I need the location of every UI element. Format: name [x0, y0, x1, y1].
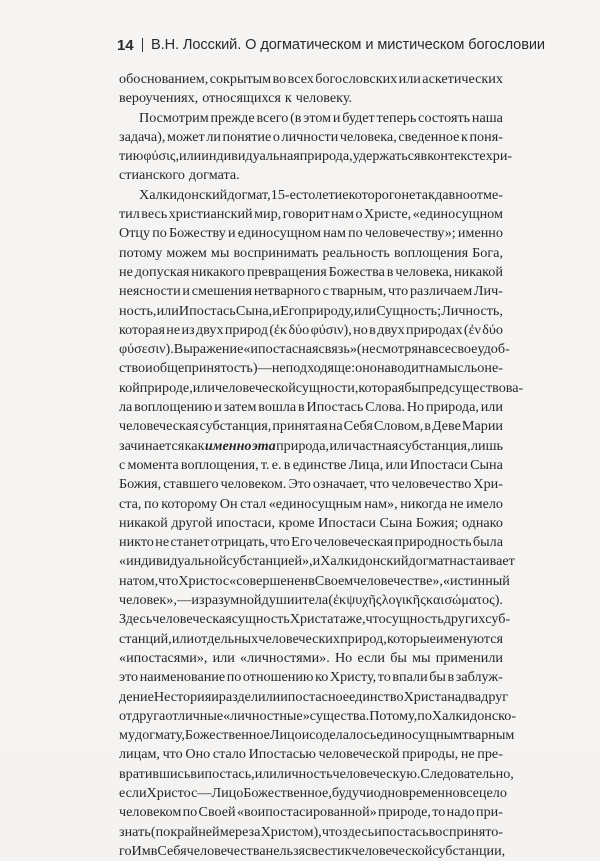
text-line: которая не из двух природ (ἐκ δύο φύσιν), но в двух природах (ἐν δύο — [119, 321, 503, 338]
text-line: это наименование по отношению ко Христу, то впали бы в заблуж- — [119, 669, 503, 686]
header-separator — [142, 38, 144, 52]
text-line: Здесь человеческая сущность Христа та же, что сущность других суб- — [119, 611, 511, 628]
text-line: вероучениях, относящихся к человеку. — [119, 90, 353, 107]
text-line: дение Нестория и разделили ипостасное единство Христа на два друг — [119, 688, 509, 705]
text-line: с момента воплощения, т. е. в единстве Лица, или Ипостаси Сына — [119, 456, 503, 473]
text-line: зачинается как именно эта природа, или частная субстанция, лишь — [119, 437, 503, 454]
text-line: человеческая субстанция, принятая на Себя Словом, в Деве Марии — [119, 418, 503, 435]
text-line: «индивидуальной субстанцией», и Халкидонский догмат настаивает — [119, 553, 515, 570]
text-line: обоснованием, сокрытым во всех богословских или аскетических — [119, 71, 503, 87]
page-number: 14 — [117, 36, 134, 54]
text-line: ность, или Ипостась Сына, и Его природу, или Сущность; Личность, — [119, 302, 503, 319]
text-line: от друга отличные «личностные» существа. Потому, по Халкидонско- — [119, 707, 517, 724]
text-line: φύσεσιν). Выражение «ипостасная связь» (несмотря на все свое удоб- — [119, 341, 510, 358]
body-text — [119, 70, 524, 861]
text-line: ста, по которому Он стал «единосущным нам», никогда не имело — [119, 495, 503, 512]
text-line: го Им в Себя человечества нельзя свести к человеческой субстанции, — [119, 842, 506, 859]
text-line: му догмату, Божественное Лицо и соделалось единосущным тварным — [119, 727, 515, 744]
text-line: Отцу по Божеству и единосущном нам по человечеству»; именно — [119, 225, 503, 242]
text-line: знать (по крайней мере за Христом), что здесь ипостась воспринято- — [119, 823, 503, 840]
text-line: если Христос — Лицо Божественное, будучи одновременно всецело — [119, 784, 507, 801]
text-line: человеком по Своей «воипостасированной» природе, то надо при- — [119, 804, 503, 821]
text-line: неясности и смешения нетварного с тварным, что различаем Лич- — [119, 283, 503, 300]
text-line: задача), может ли понятие о личности человека, сведенное к поня- — [119, 128, 503, 145]
text-line: Божия, ставшего человеком. Это означает, что человечество Хри- — [119, 476, 503, 493]
text-line: ство и общепринятость) — неподходяще: оно наводит на мысль о не- — [119, 360, 503, 377]
text-line: лицам, что Оно стало Ипостасью человеческой природы, не пре- — [119, 746, 503, 763]
text-line: Посмотрим прежде всего (в этом и будет теперь состоять наша — [139, 109, 503, 126]
text-line: ла воплощению и затем вошла в Ипостась Слова. Но природа, или — [119, 399, 503, 416]
text-line: на том, что Христос «совершенен в Своем человечестве», «истинный — [119, 572, 510, 589]
text-line: тию φύσις, или индивидуальная природа, удержаться в контексте хри- — [119, 148, 513, 165]
text-line: тил весь христианский мир, говорит нам о Христе, «единосущном — [119, 206, 503, 223]
running-header — [117, 33, 545, 57]
text-line: потому можем мы воспринимать реальность воплощения Бога, — [119, 244, 503, 261]
text-line: человек», — из разумной души и тела (ἐκ ψυχῆς λογικῆς και σώματος). — [119, 592, 503, 609]
text-line: «ипостасями», или «личностями». Но если бы мы применили — [119, 649, 503, 666]
text-line: станций, или отдельных человеческих природ, которые именуются — [119, 630, 503, 647]
text-line: никакой другой ипостаси, кроме Ипостаси Сына Божия; однако — [119, 514, 503, 531]
text-line: вратившись в ипостась, или личность человеческую. Следовательно, — [119, 765, 514, 782]
text-line: не допуская никакого превращения Божества в человека, никакой — [119, 263, 503, 280]
text-line: кой природе, или человеческой сущности, которая бы предсуществова- — [119, 379, 524, 396]
text-line: стианского догмата. — [119, 167, 240, 184]
text-line: Халкидонский догмат, 15-е столетие которого не так давно отме- — [139, 186, 503, 203]
running-title: В.Н. Лосский. О догматическом и мистическом богословии — [151, 37, 545, 53]
text-line: никто не станет отрицать, что Его человеческая природность была — [119, 534, 503, 551]
